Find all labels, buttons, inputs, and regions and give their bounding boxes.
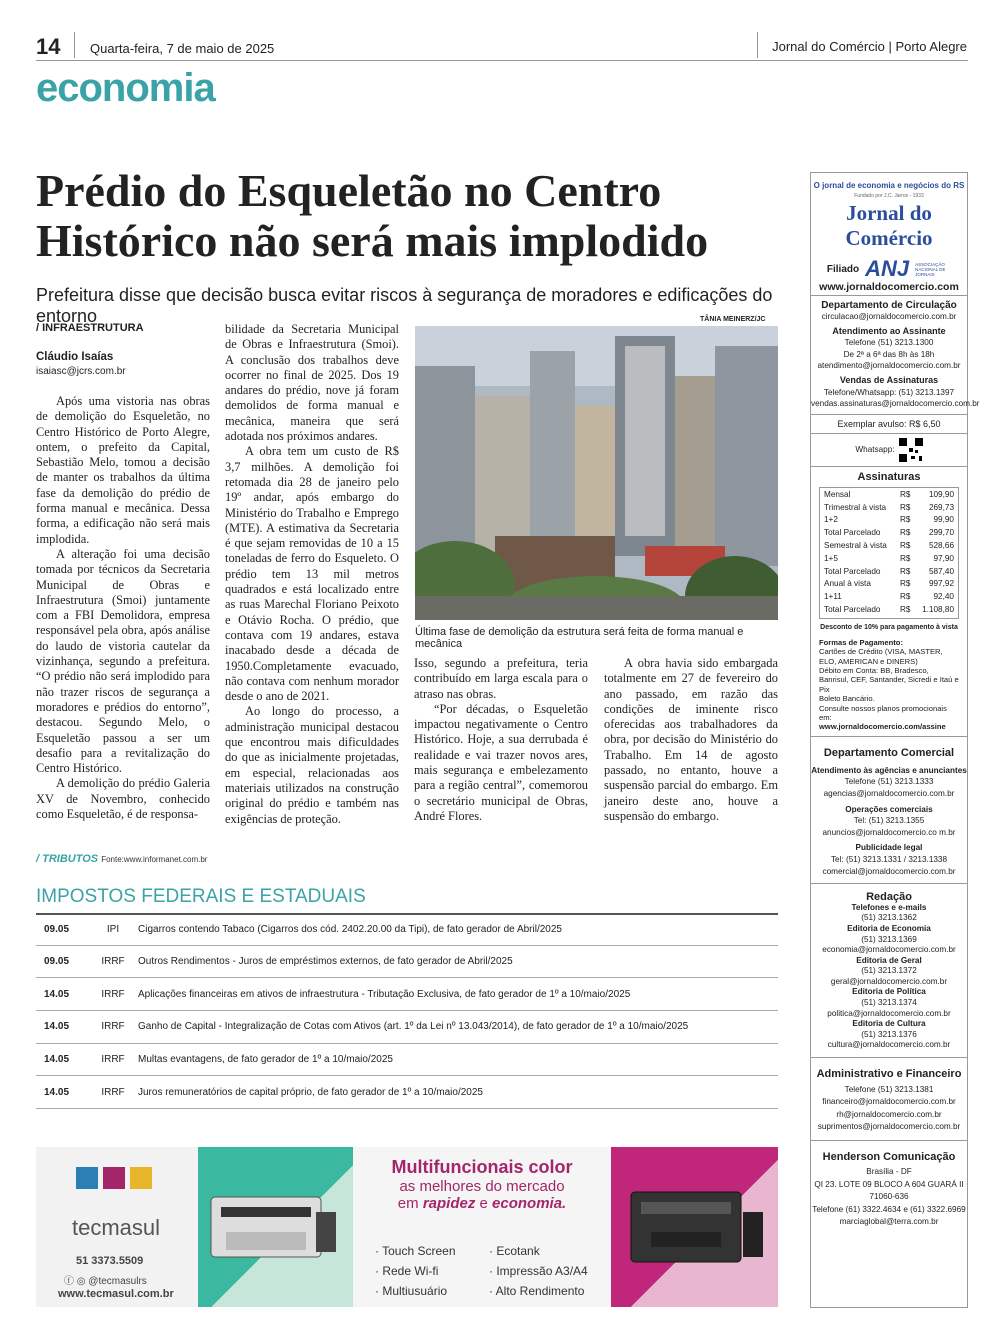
plan-name: Mensal xyxy=(824,489,851,499)
row-date: 14.05 xyxy=(44,988,70,1000)
newsroom-line: (51) 3213.1369 xyxy=(861,934,917,944)
table-row xyxy=(824,578,954,591)
plan-price: 97,90 xyxy=(933,553,954,563)
sales-title: Vendas de Assinaturas xyxy=(839,374,939,385)
anj-logo: ANJ xyxy=(865,256,910,281)
photo-caption: Última fase de demolição da estrutura será feita de forma manual e mecânica xyxy=(415,626,744,650)
ad-feature: · Multiusuário xyxy=(375,1284,448,1298)
plan-price: 997,92 xyxy=(928,579,954,589)
newsroom-line: Editoria de Geral xyxy=(856,955,922,965)
currency: R$ xyxy=(900,604,911,614)
anj-affiliation xyxy=(811,256,967,282)
payment-line: Débito em Conta: BB, Bradesco, Banrisul, CEF, Santander, Sicredi e Itaú e Pix xyxy=(819,665,959,694)
circulation-box xyxy=(811,300,980,415)
row-date: 14.05 xyxy=(44,1086,70,1098)
edition-date: Quarta-feira, 7 de maio de 2025 xyxy=(90,41,275,56)
ad-social-handle: @tecmasulrs xyxy=(88,1276,147,1287)
newsroom-line: (51) 3213.1376 xyxy=(861,1029,917,1039)
table-row xyxy=(36,1076,778,1109)
ad-feature: · Rede Wi-fi xyxy=(375,1264,439,1278)
table-row xyxy=(824,604,954,617)
currency: R$ xyxy=(900,553,911,563)
henderson-title: Henderson Comunicação xyxy=(822,1150,956,1163)
ad-social: ⓕ ◎ @tecmasulrs xyxy=(64,1276,147,1287)
ad-text-panel xyxy=(353,1147,611,1307)
row-tax: IRRF xyxy=(101,988,125,1000)
ad-features-right xyxy=(489,1241,588,1301)
paragraph: A demolição do prédio Galeria XV de Novembro, conhecido como Esqueletão, é de responsa- xyxy=(36,776,210,822)
admin-title: Administrativo e Financeiro xyxy=(816,1068,962,1081)
masthead-sidebar xyxy=(810,172,980,1308)
ad-title: Multifuncionais color xyxy=(391,1157,573,1177)
masthead-logo-box xyxy=(811,181,967,296)
admin-email[interactable]: financeiro@jornaldocomercio.com.br xyxy=(822,1097,956,1107)
newsroom-email[interactable]: geral@jornaldocomercio.com.br xyxy=(830,976,948,986)
support-hours: De 2ª a 6ª das 8h às 18h xyxy=(843,349,935,359)
row-desc: Aplicações financeiras em ativos de infraestrutura - Tributação Exclusiva, de fato gerador de 1º a 10/maio/2025 xyxy=(138,988,631,1000)
ad-line3 xyxy=(353,1195,611,1212)
plan-name: 1+5 xyxy=(824,553,838,563)
subscriptions-title: Assinaturas xyxy=(857,470,921,483)
commercial-box xyxy=(811,747,967,884)
circulation-title: Departamento de Circulação xyxy=(821,300,957,311)
row-date: 14.05 xyxy=(44,1021,70,1033)
newsroom-line: Editoria de Economia xyxy=(847,923,931,933)
ad-features-left xyxy=(375,1241,456,1301)
plan-name: Total Parcelado xyxy=(824,604,881,614)
table-row xyxy=(824,527,954,540)
table-row xyxy=(36,913,778,946)
paragraph: A alteração foi uma decisão tomada por técnicos da Secretaria Municipal de Obras e Infraestrutura (Smoi) juntamente com a FBI Demolidora, empresa responsável pela obra, após análise do laudo de vistoria cautelar da vizinhança, segundo a prefeitura. “O prédio não será implodido para não trazer riscos de segurança a moradores e prédios do entorno”, destacou. Segundo Melo, o Esqueletão passou a ser um desafio para a revitalização do Centro Histórico. xyxy=(36,546,210,776)
admin-box xyxy=(811,1068,967,1141)
newsroom-line: Editoria de Cultura xyxy=(852,1019,926,1029)
admin-line: Telefone (51) 3213.1381 xyxy=(844,1084,934,1094)
row-desc: Ganho de Capital - Integralização de Cotas com Ativos (art. 1º da Lei nº 13.043/2014), de fato gerador de 1º a 10/maio/2025 xyxy=(138,1021,689,1033)
payment-line: Boleto Bancário. xyxy=(819,694,875,704)
row-date: 09.05 xyxy=(44,924,70,936)
advertisement[interactable] xyxy=(36,1147,778,1307)
header-rule xyxy=(36,60,968,61)
discount-note: Desconto de 10% para pagamento à vista xyxy=(820,623,958,631)
article-column-2 xyxy=(225,322,399,827)
ad-site[interactable]: www.tecmasul.com.br xyxy=(58,1288,174,1300)
currency: R$ xyxy=(900,528,911,538)
feature-text: Impressão A3/A4 xyxy=(496,1264,588,1278)
ad-feature: · Ecotank xyxy=(489,1244,540,1258)
henderson-line: Telefone (61) 3322.4634 e (61) 3322.6969 xyxy=(812,1204,966,1214)
masthead-site[interactable]: www.jornaldocomercio.com xyxy=(819,281,959,293)
currency: R$ xyxy=(900,502,911,512)
newsroom-box xyxy=(811,892,967,1058)
commercial-email[interactable]: anuncios@jornaldocomercio.co m.br xyxy=(822,827,956,837)
table-row xyxy=(824,591,954,604)
ad-feature: · Alto Rendimento xyxy=(489,1284,585,1298)
article-photo xyxy=(415,326,778,620)
table-row xyxy=(824,553,954,566)
paragraph: A obra havia sido embargada totalmente em 27 de fevereiro do ano passado, em razão das condições de iminente risco oferecidas aos trabalhadores da obra, por decisão do Ministério do Trabalho. Em 14 de agosto passado, no entanto, houve a suspensão parcial do embargo. Em janeiro deste ano, houve a suspensão do embargo. xyxy=(604,656,778,823)
admin-email[interactable]: rh@jornaldocomercio.com.br xyxy=(836,1109,942,1119)
support-title: Atendimento ao Assinante xyxy=(832,325,946,336)
ad-line2: as melhores do mercado xyxy=(399,1178,565,1195)
author-name: Cláudio Isaías xyxy=(36,351,114,363)
ad-printer-panel-left xyxy=(198,1147,353,1307)
ad-feature: · Impressão A3/A4 xyxy=(489,1264,588,1278)
newsroom-line: (51) 3213.1362 xyxy=(861,913,917,923)
tecmasul-logo-icon xyxy=(76,1167,152,1197)
circulation-email[interactable]: circulacao@jornaldocomercio.com.br xyxy=(821,312,957,321)
table-row xyxy=(36,1011,778,1044)
payment-line: Cartões de Crédito (VISA, MASTER, ELO, AMERICAN e DINERS) xyxy=(819,647,943,666)
ad-printer-panel-right xyxy=(611,1147,778,1307)
row-date: 14.05 xyxy=(44,1054,70,1066)
taxes-table xyxy=(36,913,778,1109)
henderson-box xyxy=(811,1151,967,1229)
ad-phone: 51 3373.5509 xyxy=(76,1255,144,1267)
commercial-line: Telefone (51) 3213.1333 xyxy=(844,777,934,787)
newsroom-title: Redação xyxy=(866,891,912,904)
admin-email[interactable]: suprimentos@jornaldocomercio.com.br xyxy=(817,1122,961,1132)
ad-brand: tecmasul xyxy=(72,1215,161,1240)
ad-line3-part: em xyxy=(397,1195,423,1212)
ad-feature: · Touch Screen xyxy=(375,1244,456,1258)
table-row xyxy=(824,514,954,527)
table-row xyxy=(36,1044,778,1077)
tributos-tag xyxy=(36,853,207,865)
section-title: economia xyxy=(36,66,215,110)
photo-credit: TÂNIA MEINERZ/JC xyxy=(700,316,766,323)
feature-text: Ecotank xyxy=(496,1244,540,1258)
paragraph: bilidade da Secretaria Municipal de Obras e Infraestrutura (Smoi). A conclusão dos trabalhos deve ocorrer no final de 2025. Dos 19 andares do prédio, nove já foram demolidos de forma manual e mecânica, maneira que será adotada nos próximos andares. xyxy=(225,322,399,444)
plan-price: 1.108,80 xyxy=(922,604,954,614)
header-divider xyxy=(757,32,758,58)
newsroom-line: Editoria de Política xyxy=(852,987,926,997)
payment-title: Formas de Pagamento: xyxy=(819,637,903,647)
masthead-founded: Fundado por J.C. Jarros - 1933 xyxy=(854,193,924,199)
feature-text: Alto Rendimento xyxy=(495,1284,585,1298)
plan-name: Total Parcelado xyxy=(824,528,881,538)
commercial-line: Tel: (51) 3213.1355 xyxy=(853,816,925,826)
commercial-title: Departamento Comercial xyxy=(823,746,955,759)
header-divider xyxy=(74,32,75,58)
anj-subtitle: ASSOCIAÇÃO NACIONAL DE JORNAIS xyxy=(915,261,946,277)
plan-price: 299,70 xyxy=(928,528,954,538)
row-tax: IRRF xyxy=(101,1054,125,1066)
whatsapp-label: Whatsapp: xyxy=(855,445,895,455)
row-tax: IRRF xyxy=(101,1021,125,1033)
masthead-tagline: O jornal de economia e negócios do RS xyxy=(813,181,965,190)
headline: Prédio do Esqueletão no Centro Histórico não será mais implodido xyxy=(36,165,709,266)
table-row xyxy=(824,489,954,502)
plan-price: 528,66 xyxy=(928,540,954,550)
qr-code-icon[interactable] xyxy=(899,438,923,462)
plan-name: Semestral à vista xyxy=(824,540,887,550)
paragraph: “Por décadas, o Esqueletão impactou negativamente o Centro Histórico. Hoje, a sua derrubada é realidade e vai trazer novos ares, mais segurança e embelezamento para a região central”, comemorou o secretário municipal de Obras, André Flores. xyxy=(414,701,588,823)
masthead-logo: Jornal do Comércio xyxy=(845,201,933,250)
tributos-source: Fonte:www.informanet.com.br xyxy=(101,855,208,864)
newsroom-email[interactable]: economia@jornaldocomercio.com.br xyxy=(822,945,956,955)
table-row xyxy=(824,566,954,579)
sales-phone: Telefone/Whatsapp: (51) 3213.1397 xyxy=(823,387,955,397)
subscriptions-table xyxy=(819,487,959,619)
commercial-line: Publicidade legal xyxy=(855,843,923,853)
plan-price: 92,40 xyxy=(933,592,954,602)
subscribe-link[interactable]: www.jornaldocomercio.com/assine xyxy=(819,722,946,732)
plan-name: 1+11 xyxy=(824,592,842,602)
feature-text: Multiusuário xyxy=(382,1284,448,1298)
henderson-line: QI 23. LOTE 09 BLOCO A 604 GUARÁ II xyxy=(814,1179,964,1189)
subheadline: Prefeitura disse que decisão busca evitar riscos à segurança de moradores e edificações do entorno xyxy=(36,285,773,326)
paragraph: Após uma vistoria nas obras de demolição do Esqueletão, no Centro Histórico de Porto Alegre, ontem, o prefeito da Capital, Sebastião Melo, tomou a decisão de manter os trabalhos da última fase da demolição do prédio de forma manual e mecânica. Dessa forma, a edificação não será mais implodida. xyxy=(36,394,210,546)
table-row xyxy=(36,946,778,979)
ad-brand-panel xyxy=(36,1147,198,1307)
row-date: 09.05 xyxy=(44,956,70,968)
henderson-email[interactable]: marciaglobal@terra.com.br xyxy=(839,1217,939,1227)
feature-text: Rede Wi-fi xyxy=(382,1264,439,1278)
paper-name: Jornal do Comércio | Porto Alegre xyxy=(772,39,967,54)
row-tax: IPI xyxy=(106,924,120,936)
single-copy-price: Exemplar avulso: R$ 6,50 xyxy=(811,415,967,434)
newsroom-line: (51) 3213.1374 xyxy=(861,998,917,1008)
henderson-line: 71060-636 xyxy=(869,1192,909,1202)
paragraph: Isso, segundo a prefeitura, teria contribuído em larga escala para o atraso nas obras. xyxy=(414,656,588,701)
currency: R$ xyxy=(900,579,911,589)
feature-text: Touch Screen xyxy=(382,1244,456,1258)
printer-icon xyxy=(206,1182,341,1277)
article-column-4 xyxy=(604,656,778,824)
author-email[interactable]: isaiasc@jcrs.com.br xyxy=(36,366,126,377)
table-row xyxy=(824,540,954,553)
subscriptions-box xyxy=(811,471,967,737)
row-tax: IRRF xyxy=(101,956,125,968)
printer-icon xyxy=(621,1182,771,1277)
commercial-email[interactable]: comercial@jornaldocomercio.com.br xyxy=(822,866,956,876)
plan-name: Anual à vista xyxy=(824,579,871,589)
row-desc: Outros Rendimentos - Juros de empréstimos externos, de fato gerador de Abril/2025 xyxy=(138,956,513,968)
newsroom-email[interactable]: politica@jornaldocomercio.com.br xyxy=(827,1008,951,1018)
payment-info xyxy=(819,638,959,732)
row-desc: Juros remuneratórios de capital próprio, de fato gerador de 1º a 10/maio/2025 xyxy=(138,1086,483,1098)
paragraph: A obra tem um custo de R$ 3,7 milhões. A demolição foi retomada dia 28 de janeiro pelo 19º andar, após embargo do Ministério do Trabalho e Emprego (MTE). A estimativa da Secretaria é que sejam removidas de 10 a 15 toneladas de ferro do Esqueleto. O prédio tem 13 mil metros quadrados e está localizado entre as ruas Marechal Floriano Peixoto e Otávio Rocha. O prédio, que contava com 19 andares, estava inacabado desde a década de 1950.Completamente evacuado, não contava com nenhum morador desde o ano de 2021. xyxy=(225,444,399,704)
newsroom-line: Telefones e e-mails xyxy=(851,902,927,912)
currency: R$ xyxy=(900,540,911,550)
currency: R$ xyxy=(900,566,911,576)
filiado-label: Filiado xyxy=(826,263,860,275)
payment-line: Consulte nossos planos promocionais em: xyxy=(819,703,947,722)
table-row xyxy=(824,502,954,515)
commercial-line: Operações comerciais xyxy=(845,804,933,814)
article-tag: / INFRAESTRUTURA xyxy=(36,322,144,334)
plan-name: Total Parcelado xyxy=(824,566,881,576)
plan-price: 99,90 xyxy=(933,515,954,525)
row-desc: Multas evantagens, de fato gerador de 1º a 10/maio/2025 xyxy=(138,1054,393,1066)
commercial-line: Atendimento às agências e anunciantes xyxy=(811,765,967,775)
newsroom-email[interactable]: cultura@jornaldocomercio.com.br xyxy=(827,1040,951,1050)
whatsapp-box xyxy=(811,434,967,467)
row-desc: Cigarros contendo Tabaco (Cigarros dos cód. 2402.20.00 da Tipi), de fato gerador de Abril/2025 xyxy=(138,924,562,936)
row-tax: IRRF xyxy=(101,1086,125,1098)
currency: R$ xyxy=(900,515,911,525)
support-phone: Telefone (51) 3213.1300 xyxy=(844,338,934,348)
henderson-line: Brasília - DF xyxy=(866,1167,912,1177)
commercial-email[interactable]: agencias@jornaldocomercio.com.br xyxy=(823,788,955,798)
plan-name: Trimestral à vista xyxy=(824,502,887,512)
support-email[interactable]: atendimento@jornaldocomercio.com.br xyxy=(817,361,961,371)
taxes-title: IMPOSTOS FEDERAIS E ESTADUAIS xyxy=(36,886,366,907)
plan-price: 269,73 xyxy=(928,502,954,512)
plan-price: 587,40 xyxy=(928,566,954,576)
tributos-label: / TRIBUTOS xyxy=(36,853,99,865)
table-row xyxy=(36,978,778,1011)
plan-name: 1+2 xyxy=(824,515,838,525)
currency: R$ xyxy=(900,592,911,602)
currency: R$ xyxy=(900,489,911,499)
article-column-3 xyxy=(414,656,588,824)
sales-email[interactable]: vendas.assinaturas@jornaldocomercio.com.br xyxy=(811,399,980,409)
newsroom-line: (51) 3213.1372 xyxy=(861,966,917,976)
page-number: 14 xyxy=(36,34,61,59)
ad-line3-part: economia. xyxy=(492,1195,567,1212)
plan-price: 109,90 xyxy=(928,489,954,499)
commercial-line: Tel: (51) 3213.1331 / 3213.1338 xyxy=(830,854,948,864)
ad-line3-part: rapidez xyxy=(422,1195,476,1212)
article-column-1 xyxy=(36,322,210,822)
paragraph: Ao longo do processo, a administração municipal destacou que encontrou mais dificuldades do que as inicialmente projetadas, em especial, relacionadas aos materiais utilizados na construção original do prédio e também nas exigências de proteção. xyxy=(225,704,399,826)
ad-line3-part: e xyxy=(475,1195,493,1212)
